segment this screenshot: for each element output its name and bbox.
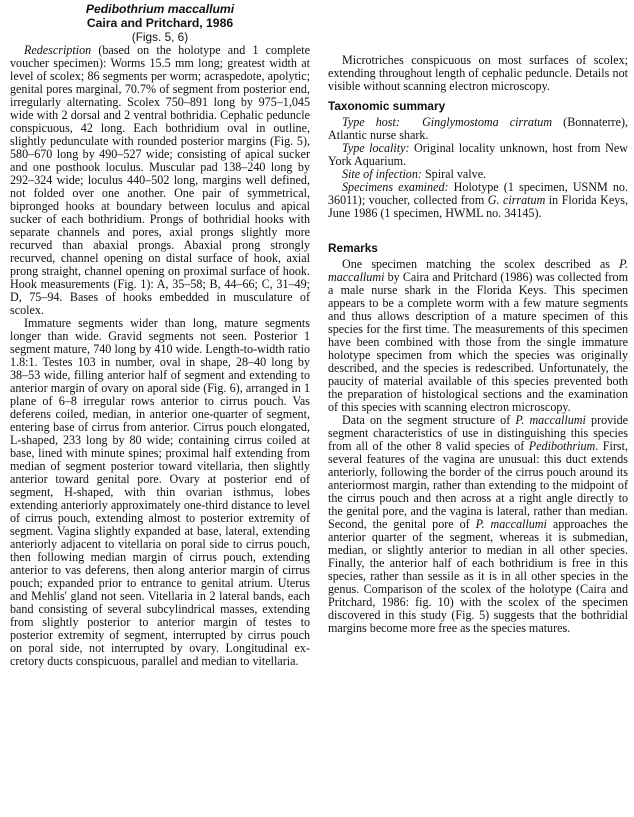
type-locality-entry (328, 142, 628, 168)
remarks-p2-text-d: approaches the anterior quarter of the segment, whereas it is submedian, median, or slightly anterior to median in all other species. Finally, the anterior half of each bothridium is free in this species, rather than sessile as it is in all other species in the genus. Comparison of the scolex of the holotype (Caira and Pritchard, 1986: fig. 10) with the scolex of the specimen discovered in this study (Fig. 5) suggests that the bothridial margins become more free as the species matures. (328, 517, 628, 635)
remarks-p2-text-c: . First, several features of the vagina are unusual: this duct extends anteriorly, following the border of the cirrus pouch around its anteriormost margin, rather than extending to the midpoint of the cirrus pouch and then across at a right angle directly to the genital pore, and the vagina is lateral, rather than median. Second, the genital pore of (328, 439, 628, 531)
remarks-heading: Remarks (328, 241, 378, 255)
segments-paragraph: Immature segments wider than long, mature segments longer than wide. Gravid segments not seen. Posterior 1 segment mature, 740 long by 410 wide. Length-to-width ratio 1.8:1. Testes 103 in number, oval in shape, 28–40 long by 38–53 wide, filling anterior half of segment and extending to anterior margin of ovary on aporal side (Fig. 6), arranged in 1 plane of 6–8 irregular rows anterior to cirrus pouch. Vas deferens coiled, median, in anterior one-quarter of segment, entering base of cirrus from anterior. Cirrus pouch elongated, L-shaped, 233 long by 80 wide; containing cirrus coiled at base, lined with minute spines; proximal half extending from median of segment posterior toward vitellaria, then slightly anterior toward genital pore. Ovary at posterior end of segment, H-shaped, with thin ovarian isthmus, lobes extending anteriorly approximately one-third distance to level of cirrus pouch, extending almost to posterior extremity of segment. Vagina slightly expanded at base, lateral, extending anteriorly adjacent to vitellaria on poral side to cirrus pouch, then following median margin of cirrus pouch, extending anterior to vas deferens, then along anterior margin of cirrus pouch; expanded prior to entrance to genital atrium. Uterus and Mehlis' gland not seen. Vitellaria in 2 lateral bands, each band consisting of several subcylindrical masses, extending from slightly posterior to anterior margin of testes to posterior extremity of segment, interrupted by cirrus pouch on poral side, not interrupted by ovary. Longitudinal excretory ducts conspicuous, parallel and median to vitellaria. (10, 316, 310, 668)
species-name: Pedibothrium maccallumi (85, 2, 235, 16)
taxonomic-summary-heading: Taxonomic summary (328, 99, 446, 113)
remarks-p1-species: P. maccallumi (328, 257, 628, 284)
remarks-p1-text: One specimen matching the scolex described as (342, 257, 620, 271)
redescription-paragraph (10, 44, 310, 317)
right-column (328, 0, 628, 635)
remarks-paragraph-1 (328, 258, 628, 414)
remarks-p2-genus: Pedibothrium (528, 439, 596, 453)
remarks-p2-text-b: provide segment characteristics of use in distinguishing this species from all of the other 8 valid species of (328, 413, 628, 453)
specimens-examined-label: Specimens examined: (342, 180, 449, 194)
remarks-paragraph-2 (328, 414, 628, 635)
redescription-label: Redescription (24, 43, 92, 57)
microtriches-paragraph: Microtriches conspicuous on most surfaces of scolex; extending throughout length of cephalic peduncle. Details not visible without scanning electron microscopy. (328, 53, 628, 93)
figure-reference: (Figs. 5, 6) (131, 30, 189, 44)
type-locality-label: Type locality: (342, 141, 410, 155)
specimens-examined-species: G. cirratum (487, 193, 546, 207)
redescription-text: (based on the holotype and 1 complete voucher specimen): Worms 15.5 mm long; greatest width at level of scolex; 86 segments per worm; acraspedote, apolytic; genital pores marginal, 70.7% of segment from posterior end, irregularly alternating. Scolex 750–891 long by 975–1,045 wide with 2 dorsal and 2 ventral bothridia. Cephalic peduncle conspicuous, 42 long. Each bothridium oval in outline, slightly pedunculate with rounded posterior margins (Fig. 5), 580–670 long by 490–527 wide; consisting of apical sucker and one posthook loculus. Muscular pad 138–240 long by 292–324 wide; loculus 440–502 long, margins well defined, not folded over one another. One pair of symmetrical, bipronged hooks at boundary between loculus and apical sucker of each bothridium. Prongs of bothridial hooks with separate channels and pores, axial prongs slightly more recurved than abaxial prongs. Abaxial prong strongly recurved, channel opening on distal surface of hook, axial prong straight, channel opening on proximal surface of hook. Hook measurements (Fig. 1): A, 35–58; B, 44–66; C, 31–49; D, 75–94. Bases of hooks embedded in musculature of scolex. (10, 43, 310, 317)
species-authority: Caira and Pritchard, 1986 (86, 16, 234, 30)
site-of-infection-text: Spiral valve. (421, 167, 487, 181)
left-column (10, 0, 310, 668)
specimens-examined-text-end: in Florida Keys, June 1986 (1 specimen, HWML no. 34145). (328, 193, 628, 220)
specimens-examined-text: Holotype (1 specimen, USNM no. 36011); voucher, collected from (328, 180, 628, 207)
remarks-p2-species-1: P. maccallumi (515, 413, 586, 427)
site-of-infection-label: Site of infection: (342, 167, 422, 181)
species-heading (10, 2, 310, 44)
remarks-p1-text-end: by Caira and Pritchard (1986) was collected from a male nurse shark in the Florida Keys. This specimen appears to be a complete worm with a few mature segments and thus allows description of a mature specimen of this species for the first time. The measurements of this specimen have been combined with those from the single immature holotype specimen from which the species was originally described, and the species is redescribed. Unfortunately, the paucity of material available of this species prevented both the preparation of histological sections and the examination of this species with scanning electron microscopy. (328, 270, 628, 414)
type-host-text: (Bonnaterre), Atlantic nurse shark. (328, 115, 628, 142)
type-locality-text: Original locality unknown, host from New York Aquarium. (328, 141, 628, 168)
remarks-p2-species-2: P. maccallumi (475, 517, 547, 531)
remarks-p2-text-a: Data on the segment structure of (342, 413, 516, 427)
type-host-label: Type host: (342, 115, 400, 129)
specimens-examined-entry (328, 181, 628, 220)
type-host-species: Ginglymostoma cirratum (422, 115, 553, 129)
type-host-entry (328, 116, 628, 142)
